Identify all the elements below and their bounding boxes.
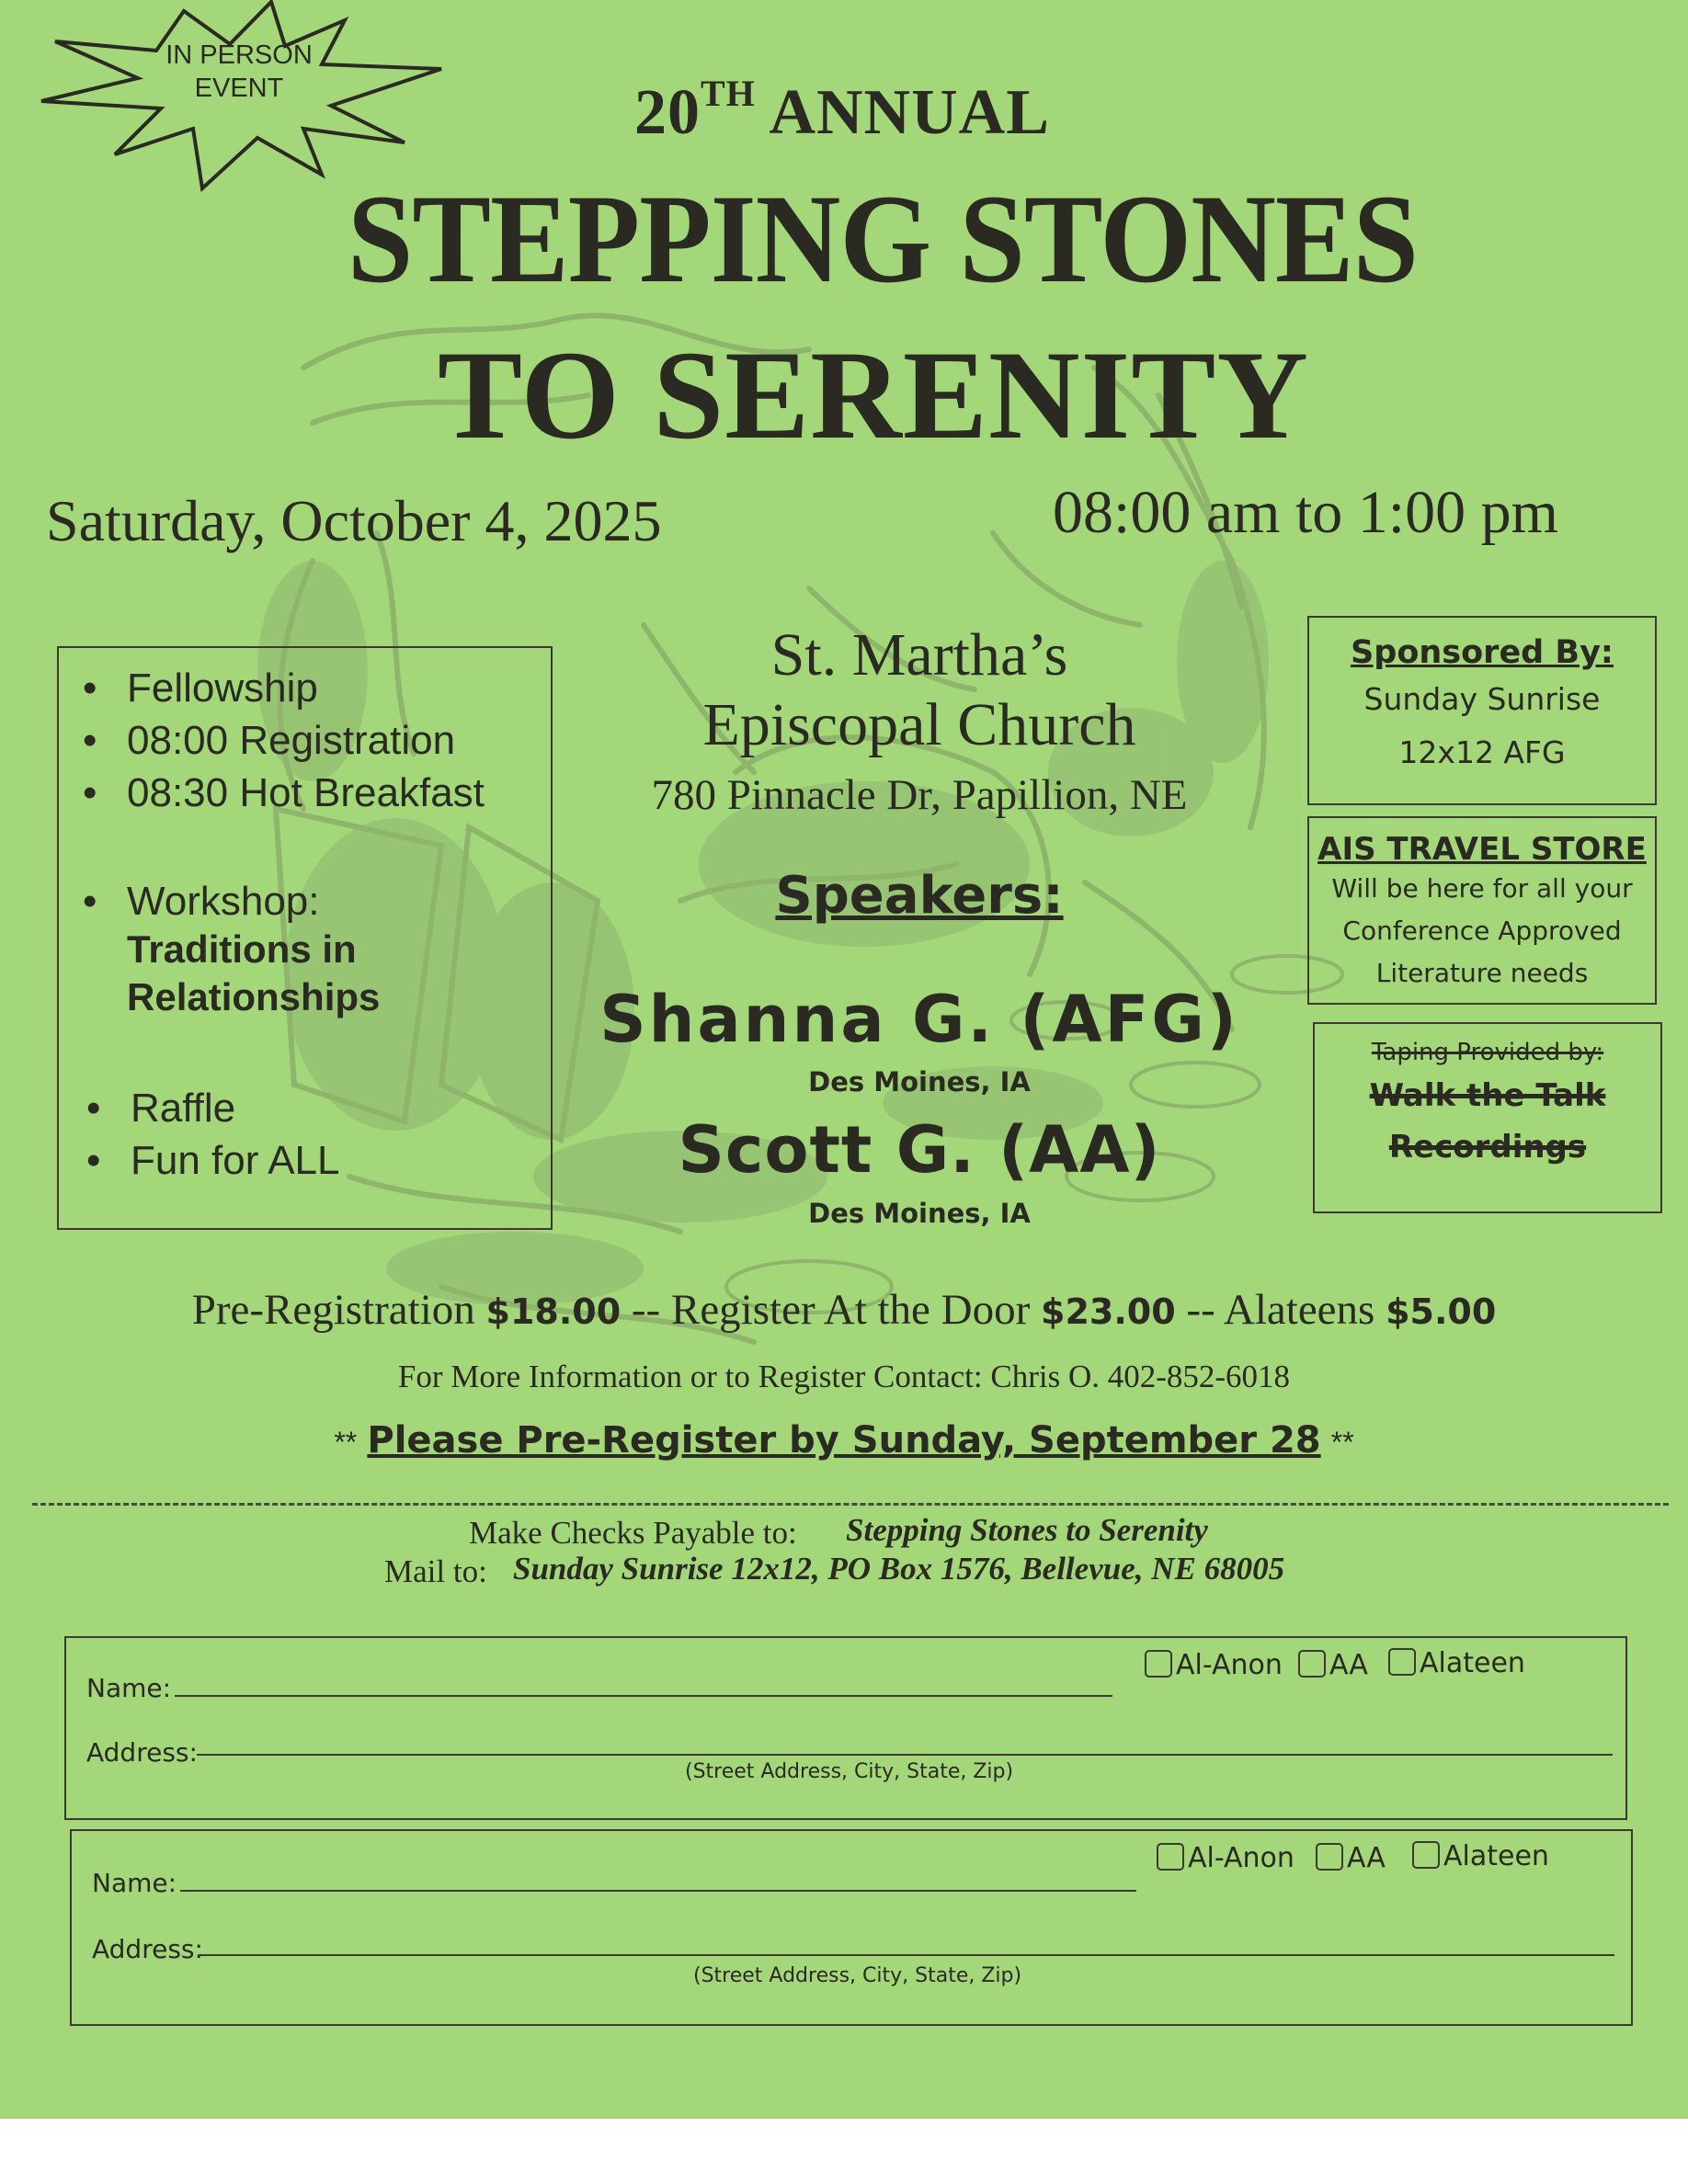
speakers-heading: Speakers: xyxy=(775,866,1064,926)
taping-box xyxy=(1313,1022,1662,1213)
checkbox-icon[interactable] xyxy=(1145,1650,1172,1678)
agenda-workshop: • Workshop: Traditions in Relationships xyxy=(83,879,381,1018)
speaker-name: Scott G. (AA) xyxy=(678,1112,1161,1188)
taping-line-2: Walk the Talk xyxy=(1369,1077,1606,1114)
agenda-item: • 08:00 Registration xyxy=(83,718,456,763)
venue-name-line-1: St. Martha’s xyxy=(770,621,1068,688)
title-line-1: STEPPING STONES xyxy=(347,168,1419,309)
annual-word: ANNUAL xyxy=(769,77,1050,148)
checkbox-aa[interactable]: AA xyxy=(1316,1842,1386,1874)
checkbox-alateen[interactable]: Alateen xyxy=(1388,1647,1525,1679)
address-hint: (Street Address, City, State, Zip) xyxy=(693,1964,1022,1987)
event-time: 08:00 am to 1:00 pm xyxy=(1053,479,1558,546)
cut-line xyxy=(32,1503,1669,1506)
pricing-line xyxy=(0,1285,1688,1335)
workshop-title-1: Traditions in xyxy=(127,927,357,971)
venue-name-line-2: Episcopal Church xyxy=(702,691,1136,758)
name-field[interactable] xyxy=(175,1695,1112,1697)
checkbox-icon[interactable] xyxy=(1388,1648,1416,1676)
checkbox-icon[interactable] xyxy=(1316,1843,1343,1871)
name-field[interactable] xyxy=(180,1890,1136,1892)
agenda-item: • Fellowship xyxy=(83,665,318,711)
in-person-badge-text xyxy=(147,39,331,105)
mail-address: Sunday Sunrise 12x12, PO Box 1576, Bellevue, NE 68005 xyxy=(513,1551,1285,1587)
checkbox-alateen[interactable]: Alateen xyxy=(1412,1840,1549,1872)
ais-title: AIS TRAVEL STORE xyxy=(1317,831,1647,868)
speaker-location: Des Moines, IA xyxy=(808,1066,1031,1098)
mail-label: Mail to: xyxy=(384,1553,487,1589)
address-label: Address: xyxy=(92,1934,203,1964)
stars: ** xyxy=(334,1426,358,1459)
agenda-box xyxy=(57,646,553,1230)
checks-label: Make Checks Payable to: xyxy=(469,1515,797,1551)
agenda-item: • Raffle xyxy=(86,1086,236,1131)
event-date: Saturday, October 4, 2025 xyxy=(46,488,662,553)
workshop-label: Workshop: xyxy=(127,879,320,924)
taping-line-3: Recordings xyxy=(1388,1129,1587,1166)
ais-line: Will be here for all your xyxy=(1331,873,1633,904)
address-hint: (Street Address, City, State, Zip) xyxy=(685,1760,1014,1783)
prereg-label: Pre-Registration xyxy=(191,1286,475,1334)
address-label: Address: xyxy=(86,1737,198,1768)
checkbox-aa[interactable]: AA xyxy=(1298,1649,1368,1681)
workshop-title-2: Relationships xyxy=(127,975,381,1018)
alateen-price: $5.00 xyxy=(1386,1291,1497,1332)
annual-heading xyxy=(634,72,1050,150)
registration-form xyxy=(70,1829,1633,2026)
checks-payee: Stepping Stones to Serenity xyxy=(846,1512,1208,1548)
speaker-name: Shanna G. (AFG) xyxy=(599,982,1239,1057)
separator: -- xyxy=(631,1286,661,1334)
checkbox-al-anon[interactable]: Al-Anon xyxy=(1145,1649,1283,1681)
prereg-price: $18.00 xyxy=(485,1291,622,1332)
prereg-notice xyxy=(0,1419,1688,1462)
prereg-deadline: Please Pre-Register by Sunday, September 28 xyxy=(367,1419,1321,1462)
venue-name xyxy=(533,620,1306,760)
badge-line-1: IN PERSON xyxy=(165,40,313,70)
alateen-label: Alateens xyxy=(1223,1286,1375,1334)
speaker-location: Des Moines, IA xyxy=(808,1198,1031,1229)
agenda-item: • Fun for ALL xyxy=(86,1138,340,1183)
name-label: Name: xyxy=(92,1868,177,1898)
title-line-2: TO SERENITY xyxy=(438,324,1309,465)
ordinal-number: 20 xyxy=(634,77,701,148)
checkbox-icon[interactable] xyxy=(1412,1841,1440,1869)
separator: -- xyxy=(1186,1286,1215,1334)
sponsor-title: Sponsored By: xyxy=(1351,634,1614,671)
registration-form xyxy=(64,1636,1627,1820)
badge-line-2: EVENT xyxy=(194,74,284,103)
sponsor-box xyxy=(1307,616,1657,805)
address-field[interactable] xyxy=(197,1754,1613,1756)
sponsor-line-1: Sunday Sunrise xyxy=(1363,681,1601,717)
taping-line-1: Taping Provided by: xyxy=(1371,1039,1604,1066)
contact-info: For More Information or to Register Contact: Chris O. 402-852-6018 xyxy=(397,1359,1291,1394)
sponsor-line-2: 12x12 AFG xyxy=(1398,734,1566,770)
door-label: Register At the Door xyxy=(670,1286,1031,1334)
checkbox-icon[interactable] xyxy=(1298,1650,1326,1678)
ais-line: Literature needs xyxy=(1375,958,1589,988)
checkbox-al-anon[interactable]: Al-Anon xyxy=(1157,1842,1295,1874)
venue-address: 780 Pinnacle Dr, Papillion, NE xyxy=(651,771,1188,819)
ordinal-suffix: TH xyxy=(701,73,756,114)
ais-line: Conference Approved xyxy=(1342,916,1622,946)
stars: ** xyxy=(1330,1426,1354,1459)
name-label: Name: xyxy=(86,1673,172,1703)
checkbox-icon[interactable] xyxy=(1157,1843,1184,1871)
door-price: $23.00 xyxy=(1041,1291,1176,1332)
agenda-item: • 08:30 Hot Breakfast xyxy=(83,770,485,815)
address-field[interactable] xyxy=(199,1954,1614,1956)
ais-travel-store-box xyxy=(1307,816,1657,1005)
